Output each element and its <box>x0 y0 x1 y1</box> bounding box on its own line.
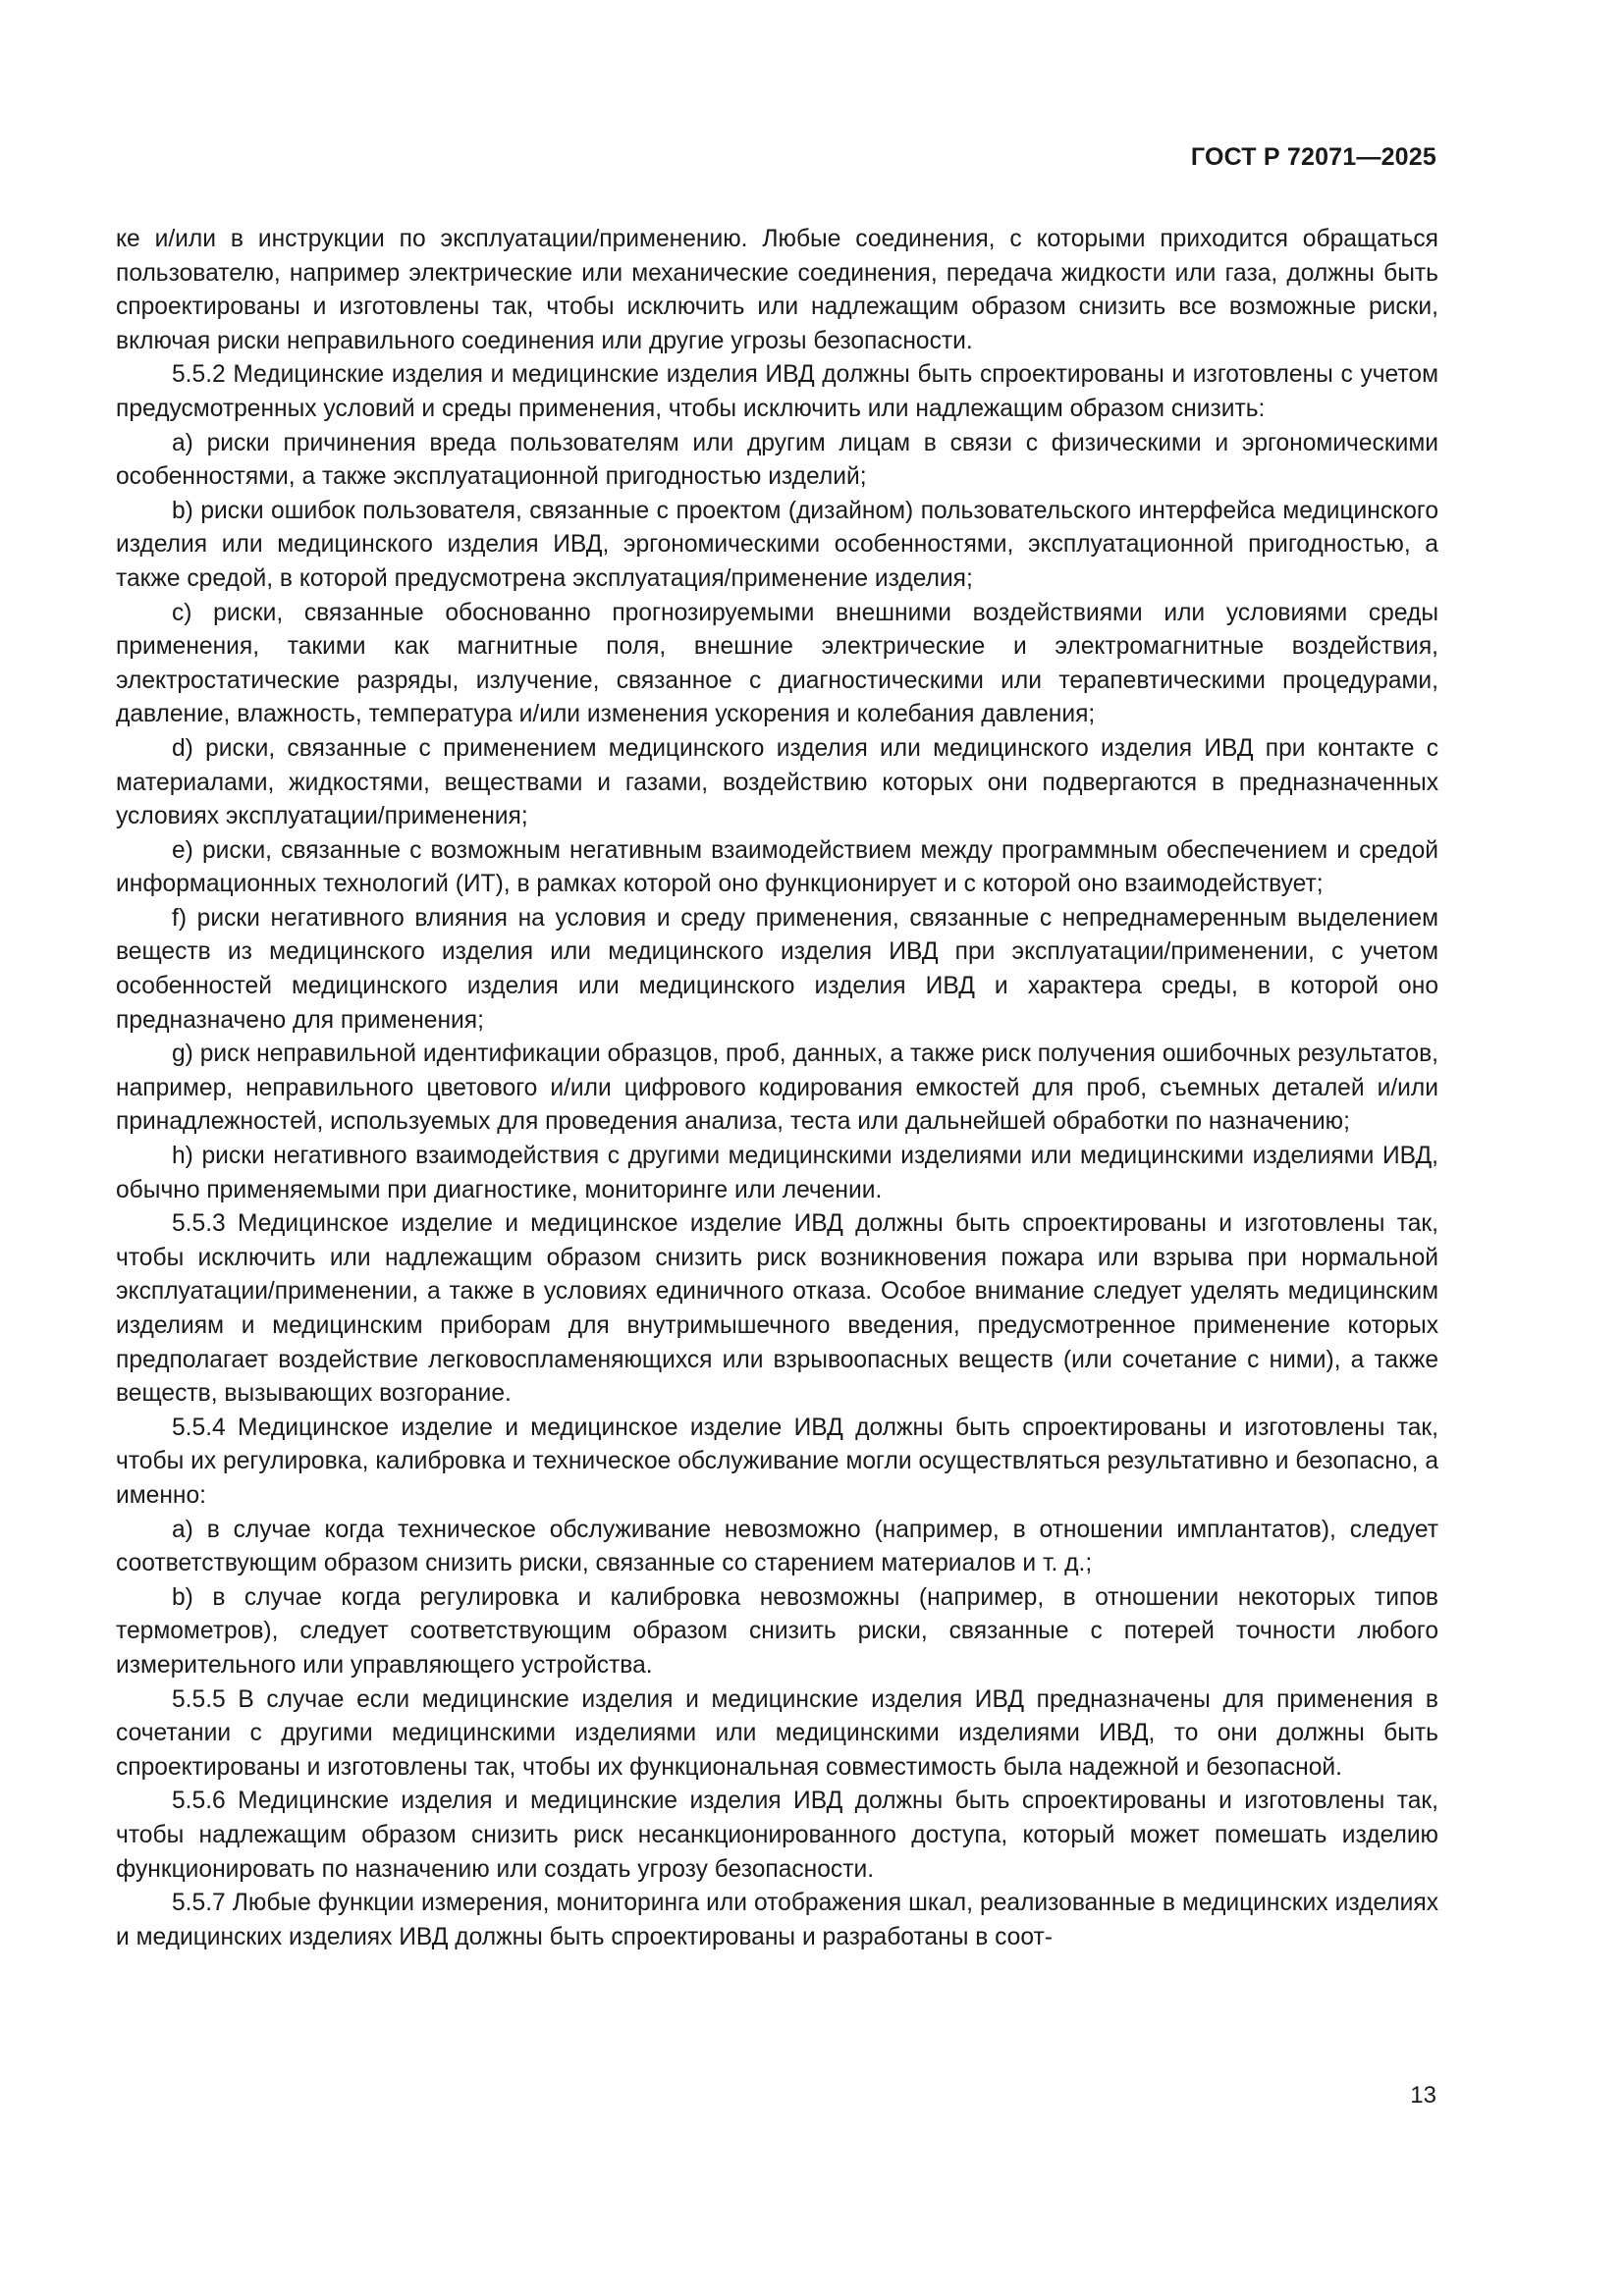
list-item-e: e) риски, связанные с возможным негативным взаимодействием между программным обеспечением и средой информационных технологий (ИТ), в рамках которой оно функционирует и с которой оно взаимодействует; <box>116 836 1438 898</box>
paragraph-5-5-7: 5.5.7 Любые функции измерения, мониторинга или отображения шкал, реализованные в медицинских изделиях и медицинских изделиях ИВД должны быть спроектированы и разработаны в соот- <box>116 1890 1438 1950</box>
list-item-f: f) риски негативного влияния на условия и среду применения, связанные с непреднамеренным выделением веществ из медицинского изделия или медицинского изделия ИВД при эксплуатации/применении, с учетом особенностей медицинского изделия или медицинского изделия ИВД и характера среды, в которой оно предназначено для применения; <box>116 904 1438 1034</box>
list-item-5-5-4-b: b) в случае когда регулировка и калибровка невозможны (например, в отношении некоторых типов термометров), следует соответствующим образом снизить риски, связанные с потерей точности любого измерительного или управляющего устройства. <box>116 1583 1438 1679</box>
list-item-h: h) риски негативного взаимодействия с другими медицинскими изделиями или медицинскими изделиями ИВД, обычно применяемыми при диагностике, мониторинге или лечении. <box>116 1143 1438 1203</box>
list-item-g: g) риск неправильной идентификации образцов, проб, данных, а также риск получения ошибочных результатов, например, неправильного цветового и/или цифрового кодирования емкостей для проб, съемных деталей и/или принадлежностей, используемых для проведения анализа, теста или дальнейшей обработки по назначению; <box>116 1041 1438 1136</box>
paragraph-5-5-5: 5.5.5 В случае если медицинские изделия и медицинские изделия ИВД предназначены для применения в сочетании с другими медицинскими изделиями или медицинскими изделиями ИВД, то они должны быть спроектированы и изготовлены так, чтобы их функциональная совместимость была надежной и безопасной. <box>116 1685 1438 1781</box>
list-item-d: d) риски, связанные с применением медицинского изделия или медицинского изделия ИВД при контакте с материалами, жидкостями, веществами и газами, воздействию которых они подвергаются в предназначенных условиях эксплуатации/применения; <box>116 734 1438 830</box>
document-body <box>116 223 1438 1954</box>
list-item-a: а) риски причинения вреда пользователям или другим лицам в связи с физическими и эргономическими особенностями, а также эксплуатационной пригодностью изделий; <box>116 429 1438 491</box>
paragraph-5-5-2: 5.5.2 Медицинские изделия и медицинские изделия ИВД должны быть спроектированы и изготовлены с учетом предусмотренных условий и среды применения, чтобы исключить или надлежащим образом снизить: <box>116 361 1438 422</box>
list-item-5-5-4-a: а) в случае когда техническое обслуживание невозможно (например, в отношении имплантатов), следует соответствующим образом снизить риски, связанные со старением материалов и т. д.; <box>116 1516 1438 1577</box>
list-item-b: b) риски ошибок пользователя, связанные с проектом (дизайном) пользовательского интерфейса медицинского изделия или медицинского изделия ИВД, эргономическими особенностями, эксплуатационной пригодностью, а также средой, в которой предусмотрена эксплуатация/применение изделия; <box>116 497 1438 592</box>
paragraph-5-5-3: 5.5.3 Медицинское изделие и медицинское изделие ИВД должны быть спроектированы и изготовлены так, чтобы исключить или надлежащим образом снизить риск возникновения пожара или взрыва при нормальной эксплуатации/применении, а также в условиях единичного отказа. Особое внимание следует уделять медицинским изделиям и медицинским приборам для внутримышечного введения, предусмотренное применение которых предполагает воздействие легковоспламеняющихся или взрывоопасных веществ (или сочетание с ними), а также веществ, вызывающих возгорание. <box>116 1210 1438 1408</box>
list-item-c: c) риски, связанные обоснованно прогнозируемыми внешними воздействиями или условиями среды применения, такими как магнитные поля, внешние электрические и электромагнитные воздействия, электростатические разряды, излучение, связанное с диагностическими или терапевтическими процедурами, давление, влажность, температура и/или изменения ускорения и колебания давления; <box>116 599 1438 728</box>
page-number: 13 <box>1410 2082 1436 2109</box>
paragraph-continuation: ке и/или в инструкции по эксплуатации/применению. Любые соединения, с которыми приходится обращаться пользователю, например электрические или механические соединения, передача жидкости или газа, должны быть спроектированы и изготовлены так, чтобы исключить или надлежащим образом снизить все возможные риски, включая риски неправильного соединения или другие угрозы безопасности. <box>116 226 1438 354</box>
paragraph-5-5-4: 5.5.4 Медицинское изделие и медицинское изделие ИВД должны быть спроектированы и изготовлены так, чтобы их регулировка, калибровка и техническое обслуживание могли осуществляться результативно и безопасно, а именно: <box>116 1414 1438 1509</box>
document-header: ГОСТ Р 72071—2025 <box>1190 143 1436 171</box>
paragraph-5-5-6: 5.5.6 Медицинские изделия и медицинские изделия ИВД должны быть спроектированы и изготовлены так, чтобы надлежащим образом снизить риск несанкционированного доступа, который может помешать изделию функционировать по назначению или создать угрозу безопасности. <box>116 1788 1438 1883</box>
